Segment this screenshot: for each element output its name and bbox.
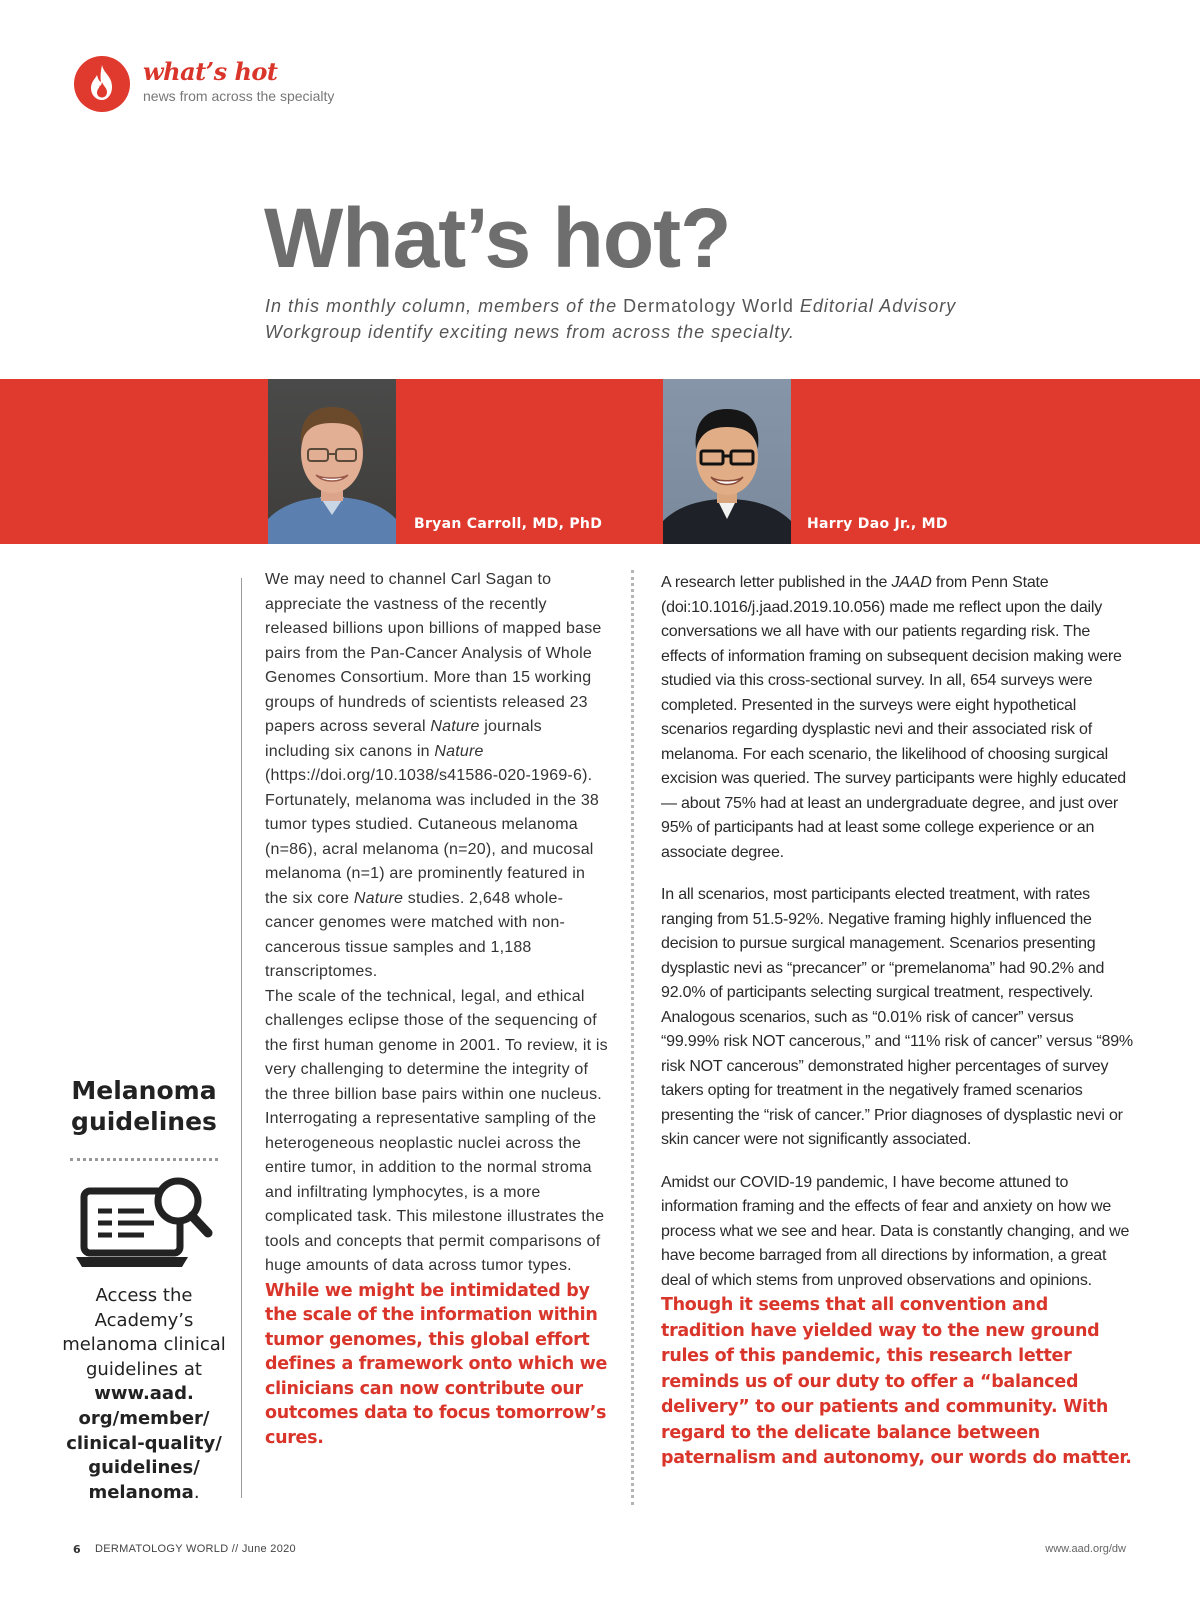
author-photo-dao	[663, 379, 791, 544]
paragraph: A research letter published in the JAAD from Penn State (doi:10.1016/j.jaad.2019.10.056) made me reflect upon the daily conversations we all have with our patients regarding risk. The effects of information framing on subsequent decision making were studied via this cross-sectional survey. In all, 654 surveys were completed. Presented in the surveys were eight hypothetical scenarios regarding dysplastic nevi and their associated risk of melanoma. For each scenario, the likelihood of choosing surgical excision was queried. The survey participants were highly educated — about 75% had at least an undergraduate degree, and just over 95% of participants had at least some college experience or an associate degree.	[661, 574, 1126, 861]
guidelines-link[interactable]: www.aad. org/member/ clinical-quality/ guidelines/ melanoma	[66, 1383, 222, 1503]
column-divider	[631, 570, 634, 1505]
paragraph: We may need to channel Carl Sagan to appreciate the vastness of the recently released billions upon billions of mapped base pairs from the Pan-Cancer Analysis of Whole Genomes Consortium. More than 15 working groups of hundreds of scientists released 23 papers across several Nature journals including six canons in Nature (https://doi.org/10.1038/s41586-020-1969-6). Fortunately, melanoma was included in the 38 tumor types studied. Cutaneous melanoma (n=86), acral melanoma (n=20), and mucosal melanoma (n=1) are prominently featured in the six core Nature studies. 2,648 whole-cancer genomes were matched with non-cancerous tissue samples and 1,188 transcriptomes.	[265, 571, 602, 980]
sidebar-divider	[241, 578, 242, 1498]
pull-quote: Though it seems that all convention and tradition have yielded way to the new ground rules of this pandemic, this research letter reminds us of our duty to offer a “balanced delivery” to our patients and community. With regard to the delicate balance between paternalism and autonomy, our words do matter.	[661, 1295, 1132, 1468]
column-carroll	[265, 568, 610, 1450]
page-number: 6	[73, 1543, 81, 1556]
sidebar-divider-dots	[70, 1158, 218, 1161]
paragraph: The scale of the technical, legal, and ethical challenges eclipse those of the sequencing of the first human genome in 2001. To review, it is very challenging to determine the integrity of the three billion base pairs within one nucleus. Interrogating a representative sampling of the heterogeneous neoplastic nuclei across the entire tumor, in addition to the normal stroma and infiltrating lymphocytes, is a more complicated task. This milestone illustrates the tools and concepts that permit comparisons of huge amounts of data across tumor types.	[265, 987, 608, 1274]
author-photo-carroll	[268, 379, 396, 544]
page-title: What’s hot?	[264, 191, 731, 285]
footer-url[interactable]: www.aad.org/dw	[1045, 1543, 1126, 1555]
laptop-search-icon	[74, 1173, 214, 1277]
section-subtitle: news from across the specialty	[143, 88, 335, 104]
author-name-dao: Harry Dao Jr., MD	[807, 516, 948, 532]
pull-quote: While we might be intimidated by the scale of the information within tumor genomes, this global effort defines a framework onto which we clinicians can now contribute our outcomes data to focus tomorrow’s cures.	[265, 1280, 608, 1448]
paragraph: Amidst our COVID-19 pandemic, I have become attuned to information framing and the effects of fear and anxiety on how we process what we see and hear. Data is constantly changing, and we have become barraged from all directions by information, a great deal of which stems from unproved observations and opinions. Though it seems that all convention and tradition have yielded way to the new ground rules of this pandemic, this research letter reminds us of our duty to offer a “balanced delivery” to our patients and community. With regard to the delicate balance between paternalism and autonomy, our words do matter.	[661, 1173, 1132, 1468]
sidebar-title: Melanoma guidelines	[71, 1076, 217, 1136]
publication-name: Dermatology World	[623, 296, 794, 316]
column-dao	[661, 571, 1136, 1490]
intro-text: In this monthly column, members of the Dermatology World Editorial Advisory Workgroup identify exciting news from across the specialty.	[265, 296, 957, 342]
author-name-carroll: Bryan Carroll, MD, PhD	[414, 516, 603, 532]
sidebar-text: Access the Academy’s melanoma clinical guidelines at www.aad. org/member/ clinical-quality/ guidelines/ melanoma.	[62, 1285, 226, 1503]
section-title: what’s hot	[143, 57, 278, 86]
paragraph: In all scenarios, most participants elected treatment, with rates ranging from 51.5-92%. Negative framing highly influenced the decision to pursue surgical management. Scenarios presenting dysplastic nevi as “precancer” or “premelanoma” had 90.2% and 92.0% of participants selecting surgical treatment, respectively. Analogous scenarios, such as “0.01% risk of cancer” versus “99.99% risk NOT cancerous,” and “11% risk of cancer” versus “89% risk NOT cancerous” demonstrated higher percentages of survey takers opting for treatment in the negatively framed scenarios presenting the “risk of cancer.” Prior diagnoses of dysplastic nevi or skin cancer were not significantly associated.	[661, 886, 1133, 1148]
flame-icon	[74, 56, 130, 112]
publication-footer: DERMATOLOGY WORLD // June 2020	[95, 1543, 296, 1555]
section-badge	[74, 56, 130, 112]
